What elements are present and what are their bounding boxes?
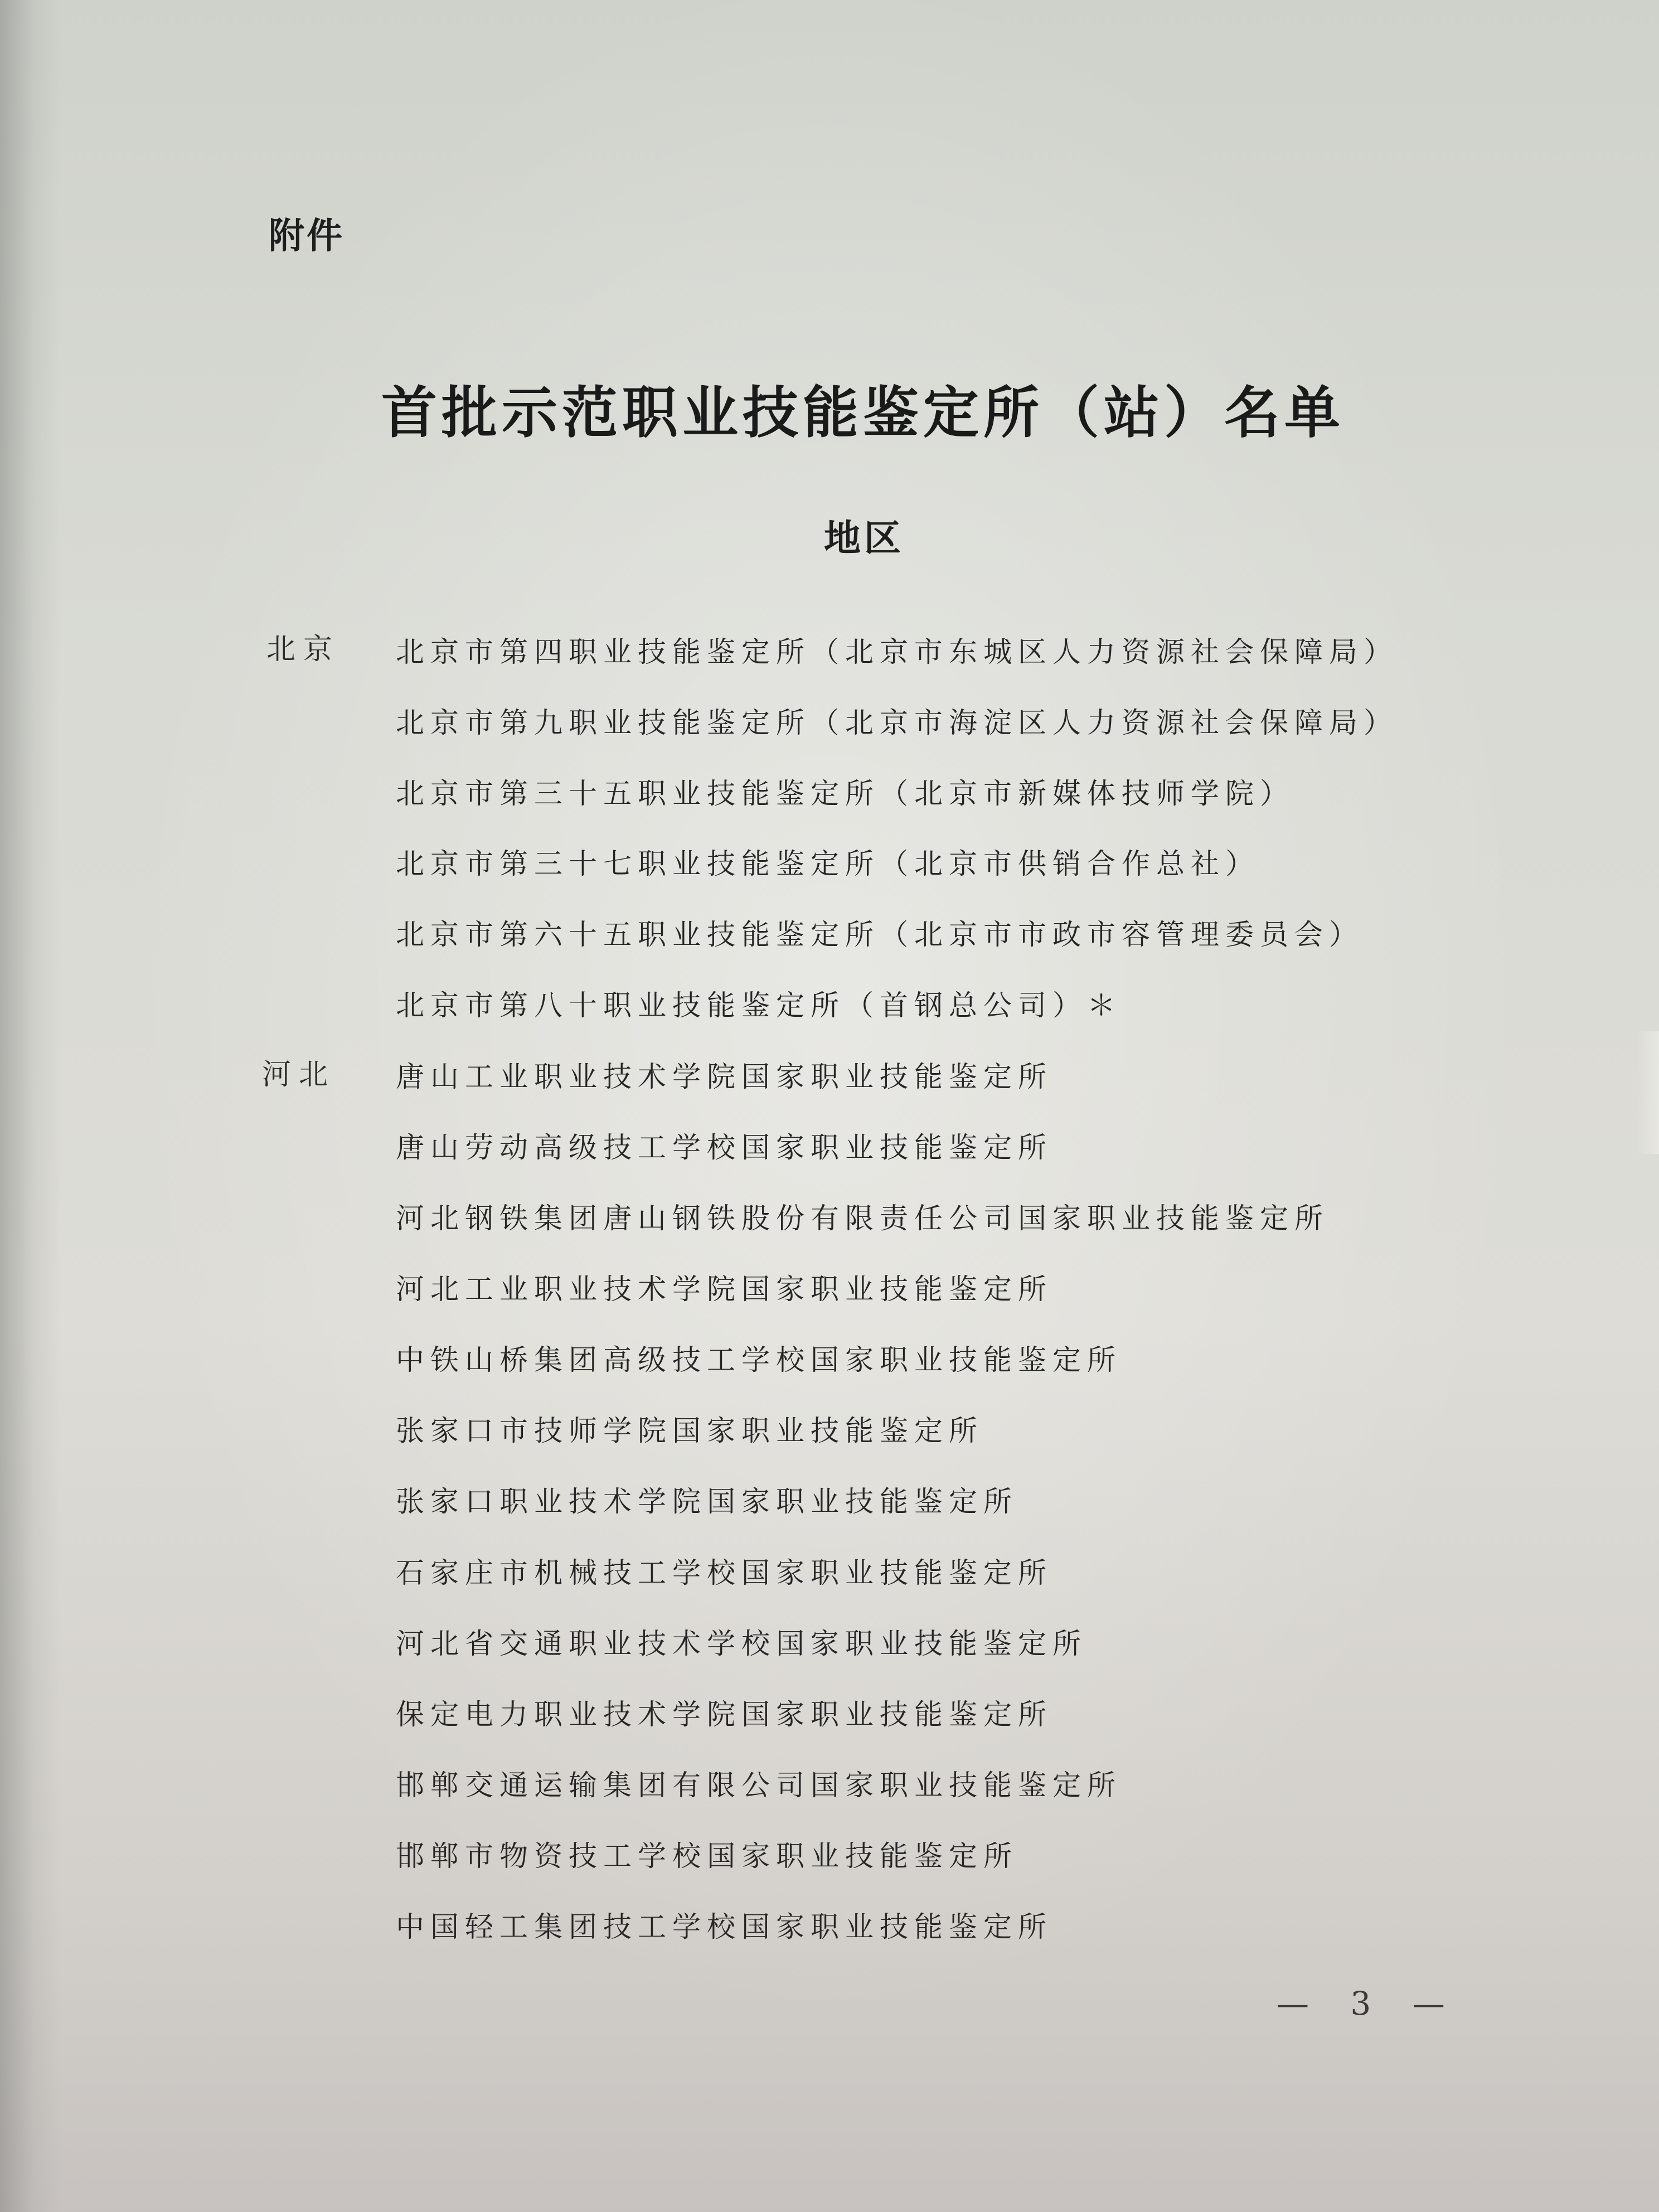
list-item: 张家口职业技术学院国家职业技能鉴定所 (396, 1486, 1018, 1519)
region-label-hebei: 河北 (262, 1058, 336, 1092)
list-item: 北京市第四职业技能鉴定所（北京市东城区人力资源社会保障局） (396, 636, 1399, 669)
region-label-beijing: 北京 (266, 633, 341, 666)
list-item: 北京市第八十职业技能鉴定所（首钢总公司）＊ (396, 989, 1122, 1022)
list-item: 中铁山桥集团高级技工学校国家职业技能鉴定所 (396, 1344, 1122, 1377)
list-item: 河北省交通职业技术学校国家职业技能鉴定所 (396, 1628, 1088, 1661)
list-item: 邯郸交通运输集团有限公司国家职业技能鉴定所 (396, 1769, 1122, 1802)
document-title: 首批示范职业技能鉴定所（站）名单 (381, 380, 1345, 445)
list-item: 邯郸市物资技工学校国家职业技能鉴定所 (396, 1840, 1018, 1873)
attachment-label: 附件 (269, 216, 345, 257)
region-column-header: 地区 (824, 517, 904, 560)
list-item: 河北钢铁集团唐山钢铁股份有限责任公司国家职业技能鉴定所 (396, 1202, 1330, 1235)
list-item: 石家庄市机械技工学校国家职业技能鉴定所 (396, 1557, 1053, 1590)
list-item: 保定电力职业技术学院国家职业技能鉴定所 (396, 1699, 1053, 1731)
list-item: 北京市第九职业技能鉴定所（北京市海淀区人力资源社会保障局） (396, 707, 1399, 740)
list-item: 北京市第三十七职业技能鉴定所（北京市供销合作总社） (396, 848, 1260, 881)
page-edge-highlight (1637, 1031, 1659, 1154)
list-item: 中国轻工集团技工学校国家职业技能鉴定所 (396, 1911, 1053, 1944)
list-item: 张家口市技师学院国家职业技能鉴定所 (396, 1415, 984, 1448)
list-item: 唐山工业职业技术学院国家职业技能鉴定所 (396, 1061, 1053, 1094)
list-item: 唐山劳动高级技工学校国家职业技能鉴定所 (396, 1132, 1053, 1165)
list-item: 河北工业职业技术学院国家职业技能鉴定所 (396, 1273, 1053, 1306)
list-item: 北京市第六十五职业技能鉴定所（北京市市政市容管理委员会） (396, 919, 1364, 952)
page-number: — 3 — (1277, 1985, 1461, 2022)
page-binding-shadow (0, 0, 61, 2212)
list-item: 北京市第三十五职业技能鉴定所（北京市新媒体技师学院） (396, 778, 1295, 811)
